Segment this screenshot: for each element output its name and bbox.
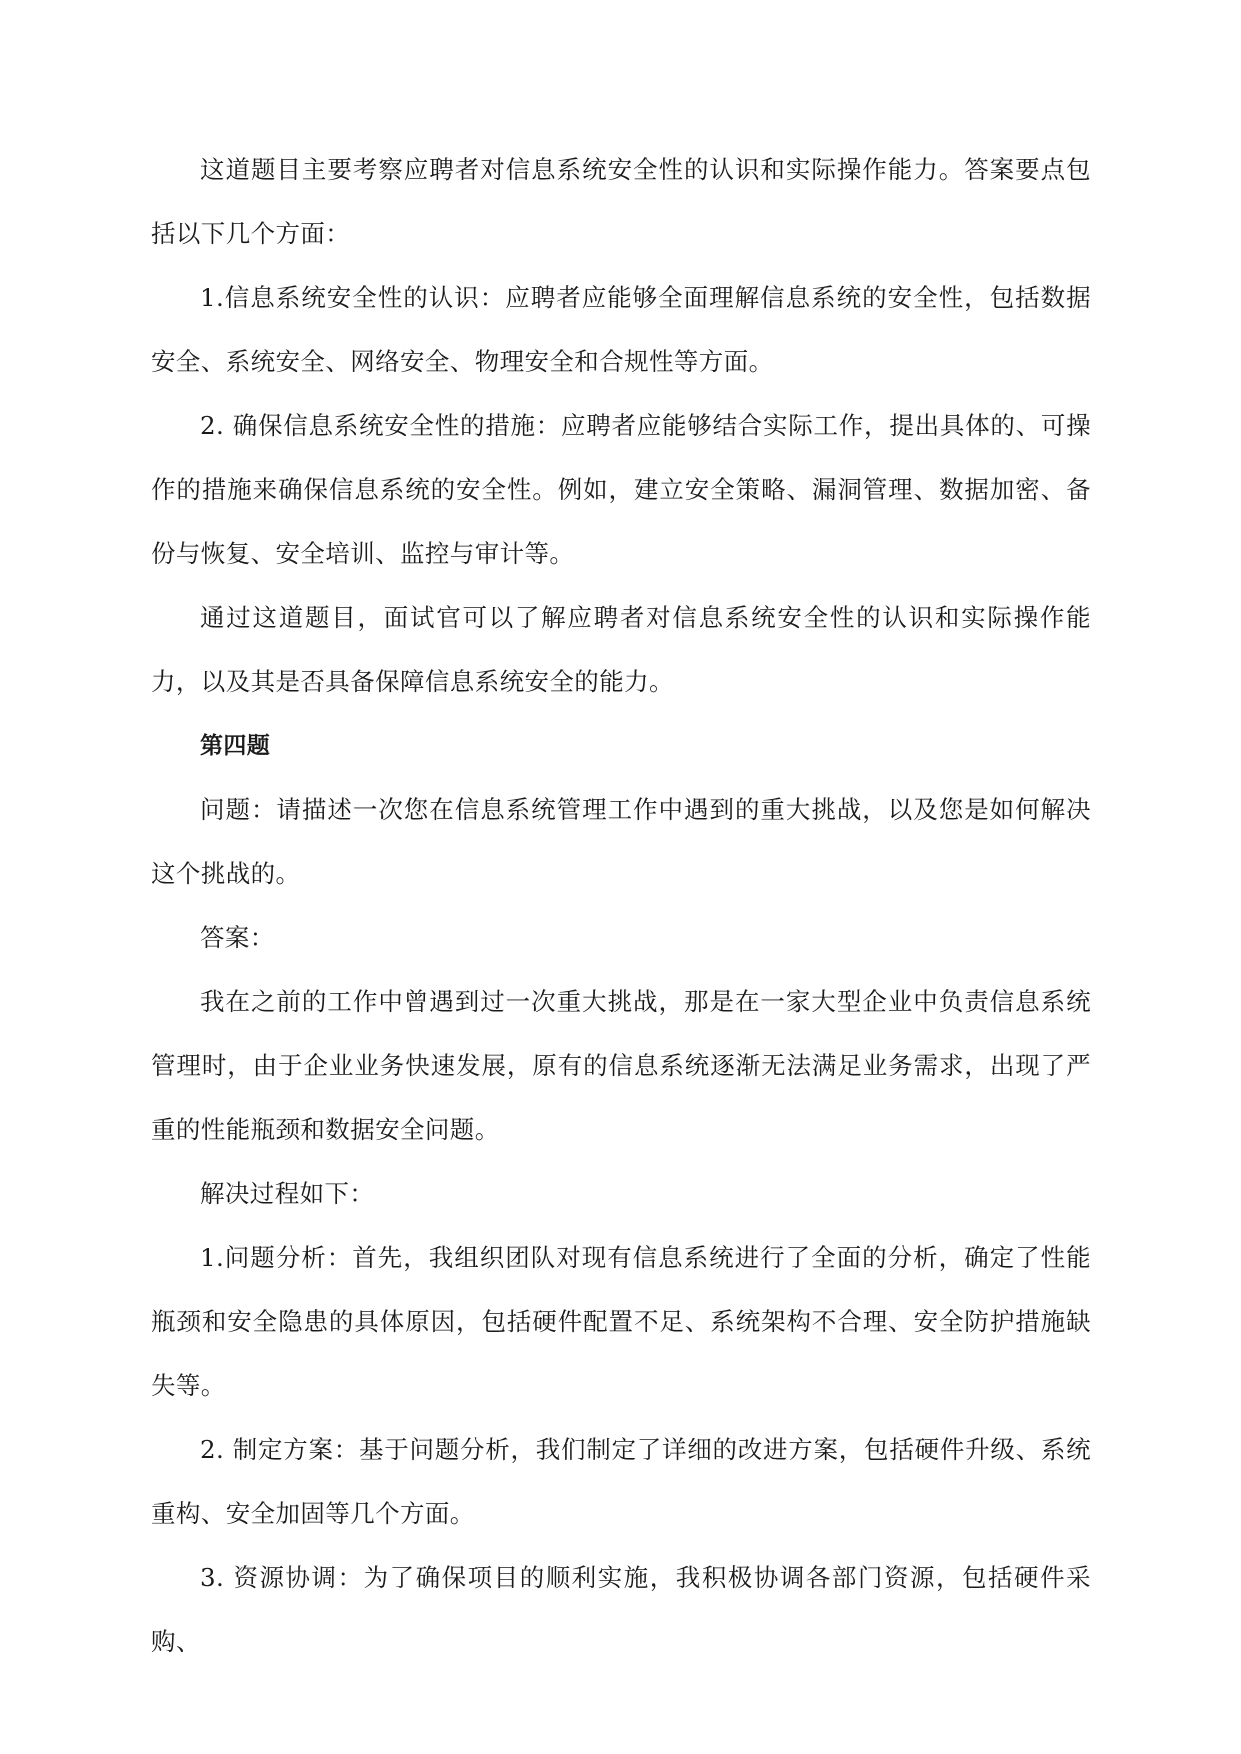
paragraph-process-label: 解决过程如下： (200, 1179, 375, 1208)
paragraph-step-3: 3. 资源协调：为了确保项目的顺利实施，我积极协调各部门资源，包括硬件采购、 (151, 1563, 1091, 1656)
document-body (151, 138, 1091, 1674)
paragraph-question: 问题：请描述一次您在信息系统管理工作中遇到的重大挑战，以及您是如何解决这个挑战的。 (151, 795, 1091, 888)
paragraph-step-1: 1.问题分析：首先，我组织团队对现有信息系统进行了全面的分析，确定了性能瓶颈和安全隐患的具体原因，包括硬件配置不足、系统架构不合理、安全防护措施缺失等。 (151, 1243, 1091, 1400)
paragraph-point-1: 1.信息系统安全性的认识：应聘者应能够全面理解信息系统的安全性，包括数据安全、系统安全、网络安全、物理安全和合规性等方面。 (151, 283, 1091, 376)
paragraph-answer-body: 我在之前的工作中曾遇到过一次重大挑战，那是在一家大型企业中负责信息系统管理时，由于企业业务快速发展，原有的信息系统逐渐无法满足业务需求，出现了严重的性能瓶颈和数据安全问题。 (151, 987, 1091, 1144)
paragraph-step-2: 2. 制定方案：基于问题分析，我们制定了详细的改进方案，包括硬件升级、系统重构、安全加固等几个方面。 (151, 1435, 1091, 1528)
paragraph-summary: 通过这道题目，面试官可以了解应聘者对信息系统安全性的认识和实际操作能力，以及其是否具备保障信息系统安全的能力。 (151, 603, 1091, 696)
paragraph-intro: 这道题目主要考察应聘者对信息系统安全性的认识和实际操作能力。答案要点包括以下几个方面： (151, 155, 1091, 248)
section-heading: 第四题 (200, 733, 271, 759)
paragraph-answer-label: 答案： (200, 923, 275, 952)
paragraph-point-2: 2. 确保信息系统安全性的措施：应聘者应能够结合实际工作，提出具体的、可操作的措施来确保信息系统的安全性。例如，建立安全策略、漏洞管理、数据加密、备份与恢复、安全培训、监控与审计等。 (151, 411, 1091, 568)
